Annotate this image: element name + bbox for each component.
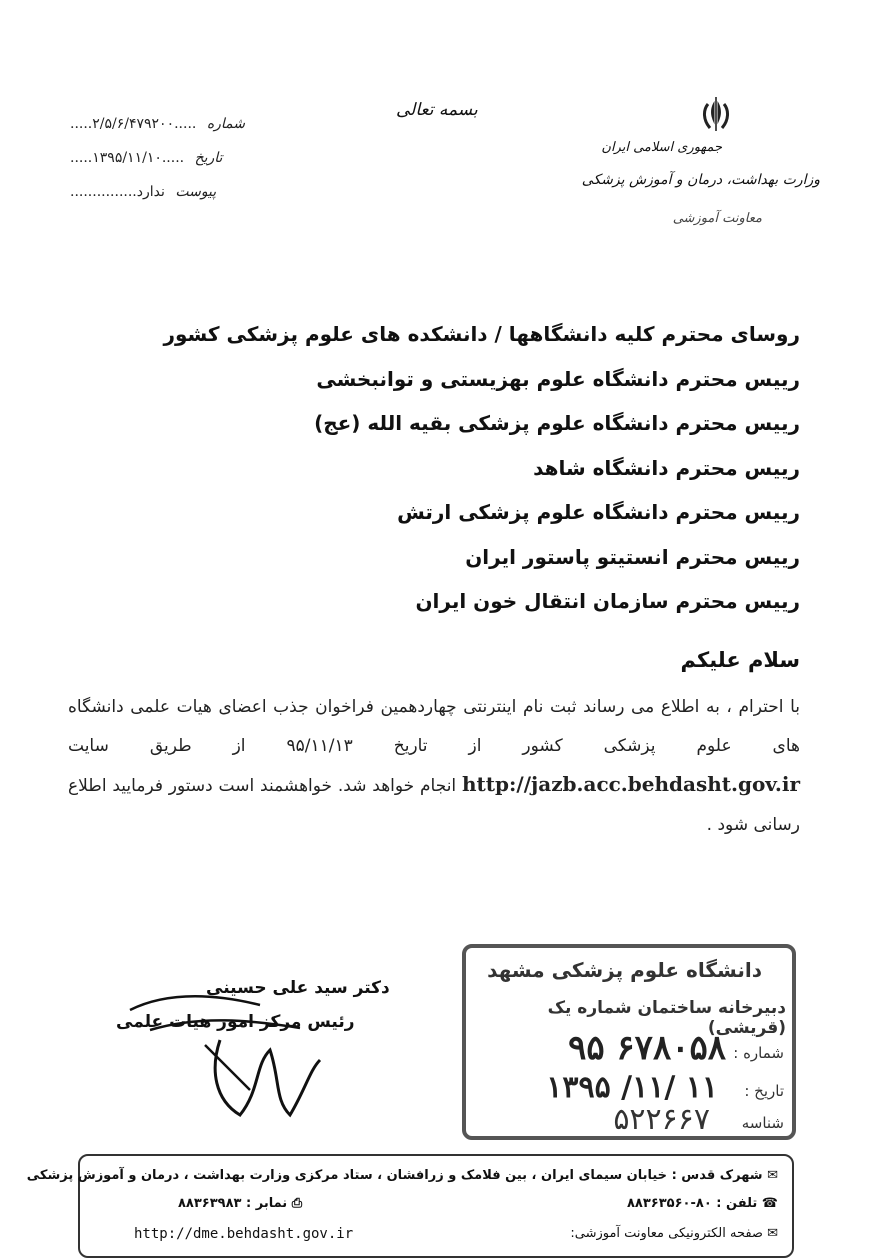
recipient-line: رییس محترم دانشگاه شاهد — [533, 455, 800, 480]
body-text-after: انجام خواهد شد. خواهشمند است دستور فرمایید اطلاع رسانی شود . — [68, 776, 800, 835]
recipients-list — [160, 312, 800, 624]
footer-address-text: شهرک قدس : خیابان سیمای ایران ، بین فلامک و زرافشان ، ستاد مرکزی وزارت بهداشت ، درمان و آموزش پزشکی — [26, 1168, 763, 1183]
stamp-university: دانشگاه علوم پزشکی مشهد — [487, 958, 762, 982]
footer-phone — [627, 1196, 778, 1211]
greeting: سلام علیکم — [680, 648, 800, 672]
footer-website-link[interactable]: http://dme.behdasht.gov.ir — [134, 1226, 354, 1242]
recipient-line: رییس محترم دانشگاه علوم پزشکی بقیه الله (عج) — [314, 411, 800, 435]
republic-title: جمهوری اسلامی ایران — [601, 140, 722, 155]
recipient-line: روسای محترم کلیه دانشگاهها / دانشکده های علوم پزشکی کشور — [163, 322, 800, 346]
body-text-before: با احترام ، به اطلاع می رساند ثبت نام اینترنتی چهاردهمین فراخوان جذب اعضای هیات علمی دانشگاه های علوم پزشکی کشور از تاریخ ۹۵/۱۱/۱۳ از طریق سایت — [68, 697, 800, 756]
footer-fax — [178, 1196, 302, 1211]
footer-phone-value: ۸۰-۸۸۳۶۳۵۶۰ — [627, 1196, 712, 1211]
letter-body — [68, 688, 800, 844]
letter-number-label: شماره — [206, 116, 245, 132]
letter-attachment-label: پیوست — [175, 184, 217, 200]
footer-fax-value: ۸۸۳۶۳۹۸۳ — [178, 1196, 242, 1211]
stamp-number-value: ۹۵ ۶۷۸۰۵۸ — [568, 1028, 726, 1068]
iran-emblem-icon — [698, 96, 734, 134]
received-stamp — [462, 944, 796, 1140]
bismillah: بسمه تعالی — [396, 100, 478, 120]
footer-address — [27, 1168, 778, 1183]
footer-web-label: صفحه الکترونیکی معاونت آموزشی: — [570, 1226, 763, 1241]
registration-url-link[interactable]: http://jazb.acc.behdasht.gov.ir — [462, 772, 800, 796]
stamp-id-label: شناسه — [741, 1114, 784, 1132]
fax-icon: ⎙ — [291, 1196, 303, 1211]
footer-phone-label: تلفن : — [716, 1196, 758, 1211]
recipient-line: رییس محترم سازمان انتقال خون ایران — [415, 589, 800, 613]
footer-fax-label: نمابر : — [246, 1196, 288, 1211]
mail-icon: ✉ — [767, 1226, 778, 1241]
letter-number-value: .....۲/۵/۶/۴۷۹۲۰۰..... — [70, 116, 197, 132]
letter-number — [70, 116, 245, 132]
stamp-id-value: ۵۲۲۶۶۷ — [613, 1102, 710, 1137]
footer-web — [570, 1226, 778, 1241]
letter-date-value: .....۱۳۹۵/۱۱/۱۰..... — [70, 150, 185, 166]
address-icon: ✉ — [767, 1168, 778, 1183]
signatory-title: رئیس مرکز امور هیات علمی — [116, 1012, 355, 1032]
deputy-title: معاونت آموزشی — [672, 211, 762, 226]
signatory-name: دکتر سید علی حسینی — [206, 978, 390, 998]
recipient-line: رییس محترم دانشگاه علوم بهزیستی و توانبخشی — [316, 366, 800, 391]
recipient-line: رییس محترم انستیتو پاستور ایران — [465, 544, 800, 569]
footer-box — [26, 1154, 794, 1258]
ministry-title: وزارت بهداشت، درمان و آموزش پزشکی — [581, 172, 820, 188]
stamp-date-label: تاریخ : — [744, 1082, 784, 1100]
recipient-line: رییس محترم دانشگاه علوم پزشکی ارتش — [397, 500, 800, 524]
letter-date-label: تاریخ — [194, 150, 223, 166]
phone-icon: ☎ — [761, 1196, 778, 1211]
stamp-number-label: شماره : — [733, 1044, 784, 1062]
letter-attachment-value: ندارد............... — [70, 184, 165, 200]
letter-date — [70, 150, 222, 166]
stamp-date-value: ۱۳۹۵ /۱۱/ ۱۱ — [546, 1070, 718, 1105]
letter-attachment — [70, 184, 216, 200]
stamp-office: دبیرخانه ساختمان شماره یک (قریشی) — [547, 998, 786, 1038]
